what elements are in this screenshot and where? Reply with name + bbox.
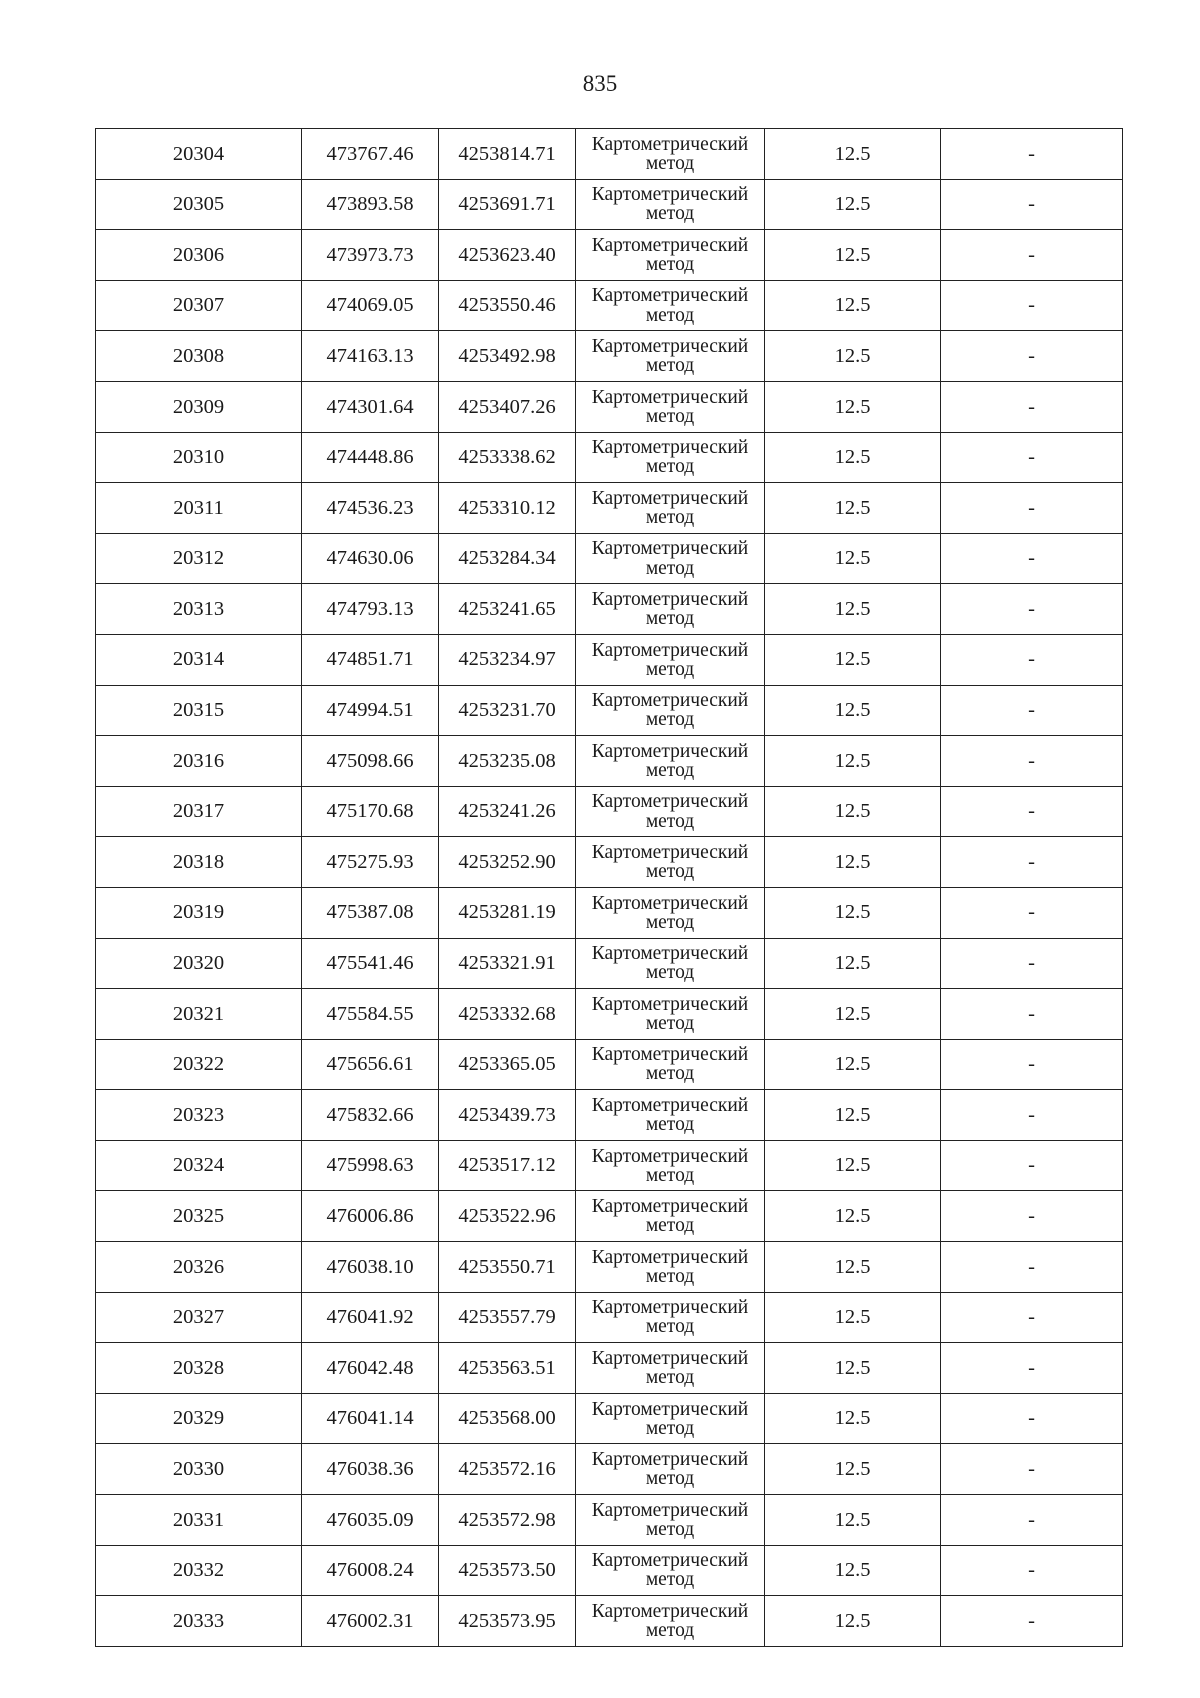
- point-id-cell: 20316: [96, 736, 302, 787]
- y-coordinate-cell: 4253439.73: [439, 1090, 576, 1141]
- point-id-cell: 20306: [96, 230, 302, 281]
- accuracy-cell: 12.5: [765, 989, 941, 1040]
- accuracy-cell: 12.5: [765, 1242, 941, 1293]
- x-coordinate-cell: 476038.36: [302, 1444, 439, 1495]
- x-coordinate-cell: 476006.86: [302, 1191, 439, 1242]
- accuracy-cell: 12.5: [765, 1039, 941, 1090]
- x-coordinate-cell: 474630.06: [302, 533, 439, 584]
- table-row: [96, 1545, 1123, 1596]
- note-cell: -: [941, 1140, 1123, 1191]
- accuracy-cell: 12.5: [765, 1191, 941, 1242]
- accuracy-cell: 12.5: [765, 1292, 941, 1343]
- table-row: [96, 736, 1123, 787]
- method-cell: [576, 685, 765, 736]
- accuracy-cell: 12.5: [765, 1596, 941, 1647]
- method-line-2: метод: [645, 1367, 695, 1389]
- method-line-2: метод: [645, 152, 695, 174]
- table-row: [96, 1495, 1123, 1546]
- table-row: [96, 1039, 1123, 1090]
- y-coordinate-cell: 4253573.95: [439, 1596, 576, 1647]
- point-id-cell: 20326: [96, 1242, 302, 1293]
- y-coordinate-cell: 4253407.26: [439, 381, 576, 432]
- table-row: [96, 129, 1123, 180]
- note-cell: -: [941, 1292, 1123, 1343]
- method-cell: [576, 432, 765, 483]
- x-coordinate-cell: 474851.71: [302, 634, 439, 685]
- note-cell: -: [941, 634, 1123, 685]
- method-line-1: Картометрический: [591, 892, 749, 914]
- x-coordinate-cell: 475541.46: [302, 938, 439, 989]
- accuracy-cell: 12.5: [765, 280, 941, 331]
- method-line-1: Картометрический: [591, 538, 749, 560]
- x-coordinate-cell: 474301.64: [302, 381, 439, 432]
- point-id-cell: 20313: [96, 584, 302, 635]
- method-line-1: Картометрический: [591, 437, 749, 459]
- method-line-2: метод: [645, 1468, 695, 1490]
- method-line-1: Картометрический: [591, 1449, 749, 1471]
- table-row: [96, 685, 1123, 736]
- point-id-cell: 20315: [96, 685, 302, 736]
- method-line-1: Картометрический: [591, 943, 749, 965]
- method-line-1: Картометрический: [591, 1550, 749, 1572]
- method-line-2: метод: [645, 911, 695, 933]
- y-coordinate-cell: 4253550.46: [439, 280, 576, 331]
- method-line-2: метод: [645, 1215, 695, 1237]
- method-line-2: метод: [645, 658, 695, 680]
- y-coordinate-cell: 4253281.19: [439, 887, 576, 938]
- note-cell: -: [941, 786, 1123, 837]
- point-id-cell: 20308: [96, 331, 302, 382]
- method-line-1: Картометрический: [591, 1246, 749, 1268]
- y-coordinate-cell: 4253691.71: [439, 179, 576, 230]
- accuracy-cell: 12.5: [765, 685, 941, 736]
- point-id-cell: 20312: [96, 533, 302, 584]
- method-line-1: Картометрический: [591, 1044, 749, 1066]
- table-row: [96, 381, 1123, 432]
- accuracy-cell: 12.5: [765, 837, 941, 888]
- coordinates-table-body: [96, 129, 1123, 1647]
- accuracy-cell: 12.5: [765, 1545, 941, 1596]
- y-coordinate-cell: 4253572.16: [439, 1444, 576, 1495]
- method-line-2: метод: [645, 608, 695, 630]
- note-cell: -: [941, 1545, 1123, 1596]
- method-line-1: Картометрический: [591, 1347, 749, 1369]
- point-id-cell: 20304: [96, 129, 302, 180]
- method-cell: [576, 1292, 765, 1343]
- method-cell: [576, 331, 765, 382]
- note-cell: -: [941, 887, 1123, 938]
- method-line-1: Картометрический: [591, 589, 749, 611]
- x-coordinate-cell: 475170.68: [302, 786, 439, 837]
- y-coordinate-cell: 4253321.91: [439, 938, 576, 989]
- point-id-cell: 20324: [96, 1140, 302, 1191]
- accuracy-cell: 12.5: [765, 1444, 941, 1495]
- table-row: [96, 432, 1123, 483]
- table-row: [96, 533, 1123, 584]
- method-line-1: Картометрический: [591, 234, 749, 256]
- method-cell: [576, 1444, 765, 1495]
- accuracy-cell: 12.5: [765, 1343, 941, 1394]
- method-line-1: Картометрический: [591, 791, 749, 813]
- method-cell: [576, 634, 765, 685]
- y-coordinate-cell: 4253492.98: [439, 331, 576, 382]
- point-id-cell: 20305: [96, 179, 302, 230]
- table-row: [96, 483, 1123, 534]
- method-cell: [576, 1495, 765, 1546]
- method-line-2: метод: [645, 456, 695, 478]
- point-id-cell: 20317: [96, 786, 302, 837]
- table-row: [96, 1292, 1123, 1343]
- y-coordinate-cell: 4253234.97: [439, 634, 576, 685]
- note-cell: -: [941, 280, 1123, 331]
- point-id-cell: 20307: [96, 280, 302, 331]
- y-coordinate-cell: 4253365.05: [439, 1039, 576, 1090]
- table-row: [96, 1343, 1123, 1394]
- note-cell: -: [941, 1343, 1123, 1394]
- note-cell: -: [941, 685, 1123, 736]
- x-coordinate-cell: 474994.51: [302, 685, 439, 736]
- note-cell: -: [941, 1393, 1123, 1444]
- method-line-1: Картометрический: [591, 639, 749, 661]
- note-cell: -: [941, 837, 1123, 888]
- point-id-cell: 20330: [96, 1444, 302, 1495]
- x-coordinate-cell: 476041.14: [302, 1393, 439, 1444]
- x-coordinate-cell: 476008.24: [302, 1545, 439, 1596]
- y-coordinate-cell: 4253235.08: [439, 736, 576, 787]
- method-cell: [576, 381, 765, 432]
- method-line-2: метод: [645, 962, 695, 984]
- y-coordinate-cell: 4253517.12: [439, 1140, 576, 1191]
- accuracy-cell: 12.5: [765, 736, 941, 787]
- method-line-2: метод: [645, 1569, 695, 1591]
- table-row: [96, 1444, 1123, 1495]
- point-id-cell: 20320: [96, 938, 302, 989]
- method-line-1: Картометрический: [591, 336, 749, 358]
- method-line-1: Картометрический: [591, 386, 749, 408]
- y-coordinate-cell: 4253310.12: [439, 483, 576, 534]
- method-cell: [576, 786, 765, 837]
- table-row: [96, 1393, 1123, 1444]
- point-id-cell: 20311: [96, 483, 302, 534]
- x-coordinate-cell: 476041.92: [302, 1292, 439, 1343]
- accuracy-cell: 12.5: [765, 938, 941, 989]
- note-cell: -: [941, 1596, 1123, 1647]
- method-line-2: метод: [645, 1265, 695, 1287]
- method-cell: [576, 1191, 765, 1242]
- x-coordinate-cell: 474536.23: [302, 483, 439, 534]
- method-line-1: Картометрический: [591, 690, 749, 712]
- method-cell: [576, 1090, 765, 1141]
- method-line-1: Картометрический: [591, 487, 749, 509]
- x-coordinate-cell: 474163.13: [302, 331, 439, 382]
- method-line-2: метод: [645, 861, 695, 883]
- note-cell: -: [941, 129, 1123, 180]
- method-line-2: метод: [645, 506, 695, 528]
- accuracy-cell: 12.5: [765, 887, 941, 938]
- table-row: [96, 989, 1123, 1040]
- note-cell: -: [941, 736, 1123, 787]
- method-line-2: метод: [645, 405, 695, 427]
- table-row: [96, 1596, 1123, 1647]
- method-line-1: Картометрический: [591, 1094, 749, 1116]
- y-coordinate-cell: 4253332.68: [439, 989, 576, 1040]
- method-line-2: метод: [645, 1063, 695, 1085]
- note-cell: -: [941, 432, 1123, 483]
- note-cell: -: [941, 179, 1123, 230]
- method-line-1: Картометрический: [591, 285, 749, 307]
- accuracy-cell: 12.5: [765, 179, 941, 230]
- method-line-1: Картометрический: [591, 993, 749, 1015]
- method-cell: [576, 1545, 765, 1596]
- method-cell: [576, 1140, 765, 1191]
- method-cell: [576, 887, 765, 938]
- method-line-2: метод: [645, 1316, 695, 1338]
- method-line-2: метод: [645, 1417, 695, 1439]
- page-number: 835: [582, 71, 618, 96]
- method-cell: [576, 989, 765, 1040]
- method-cell: [576, 1596, 765, 1647]
- method-line-1: Картометрический: [591, 1499, 749, 1521]
- x-coordinate-cell: 474793.13: [302, 584, 439, 635]
- coordinates-table: [95, 128, 1123, 1647]
- method-line-2: метод: [645, 253, 695, 275]
- method-line-2: метод: [645, 203, 695, 225]
- method-cell: [576, 230, 765, 281]
- x-coordinate-cell: 475275.93: [302, 837, 439, 888]
- point-id-cell: 20327: [96, 1292, 302, 1343]
- table-row: [96, 1242, 1123, 1293]
- accuracy-cell: 12.5: [765, 381, 941, 432]
- note-cell: -: [941, 1444, 1123, 1495]
- y-coordinate-cell: 4253241.26: [439, 786, 576, 837]
- point-id-cell: 20322: [96, 1039, 302, 1090]
- method-line-2: метод: [645, 557, 695, 579]
- method-cell: [576, 280, 765, 331]
- point-id-cell: 20328: [96, 1343, 302, 1394]
- table-row: [96, 331, 1123, 382]
- y-coordinate-cell: 4253241.65: [439, 584, 576, 635]
- x-coordinate-cell: 476002.31: [302, 1596, 439, 1647]
- y-coordinate-cell: 4253814.71: [439, 129, 576, 180]
- method-line-1: Картометрический: [591, 842, 749, 863]
- accuracy-cell: 12.5: [765, 331, 941, 382]
- method-line-1: Картометрический: [591, 740, 749, 762]
- method-line-2: метод: [645, 304, 695, 326]
- point-id-cell: 20329: [96, 1393, 302, 1444]
- y-coordinate-cell: 4253563.51: [439, 1343, 576, 1394]
- x-coordinate-cell: 476035.09: [302, 1495, 439, 1546]
- table-row: [96, 1090, 1123, 1141]
- note-cell: -: [941, 1090, 1123, 1141]
- y-coordinate-cell: 4253252.90: [439, 837, 576, 888]
- method-line-2: метод: [645, 1518, 695, 1540]
- note-cell: -: [941, 1191, 1123, 1242]
- accuracy-cell: 12.5: [765, 1495, 941, 1546]
- method-line-2: метод: [645, 810, 695, 832]
- point-id-cell: 20331: [96, 1495, 302, 1546]
- accuracy-cell: 12.5: [765, 786, 941, 837]
- note-cell: -: [941, 1242, 1123, 1293]
- x-coordinate-cell: 474448.86: [302, 432, 439, 483]
- y-coordinate-cell: 4253231.70: [439, 685, 576, 736]
- method-cell: [576, 1343, 765, 1394]
- table-row: [96, 786, 1123, 837]
- x-coordinate-cell: 475584.55: [302, 989, 439, 1040]
- x-coordinate-cell: 475098.66: [302, 736, 439, 787]
- x-coordinate-cell: 475387.08: [302, 887, 439, 938]
- method-cell: [576, 584, 765, 635]
- method-cell: [576, 179, 765, 230]
- accuracy-cell: 12.5: [765, 129, 941, 180]
- accuracy-cell: 12.5: [765, 584, 941, 635]
- table-row: [96, 1191, 1123, 1242]
- point-id-cell: 20309: [96, 381, 302, 432]
- accuracy-cell: 12.5: [765, 533, 941, 584]
- table-row: [96, 280, 1123, 331]
- x-coordinate-cell: 476042.48: [302, 1343, 439, 1394]
- method-line-2: метод: [645, 1114, 695, 1136]
- note-cell: -: [941, 483, 1123, 534]
- method-line-1: Картометрический: [591, 1600, 749, 1622]
- method-cell: [576, 129, 765, 180]
- method-line-2: метод: [645, 759, 695, 781]
- method-cell: [576, 533, 765, 584]
- method-line-1: Картометрический: [591, 184, 749, 206]
- x-coordinate-cell: 473893.58: [302, 179, 439, 230]
- accuracy-cell: 12.5: [765, 483, 941, 534]
- table-row: [96, 230, 1123, 281]
- method-cell: [576, 1242, 765, 1293]
- y-coordinate-cell: 4253338.62: [439, 432, 576, 483]
- table-row: [96, 584, 1123, 635]
- y-coordinate-cell: 4253522.96: [439, 1191, 576, 1242]
- note-cell: -: [941, 381, 1123, 432]
- method-line-2: метод: [645, 355, 695, 377]
- point-id-cell: 20333: [96, 1596, 302, 1647]
- y-coordinate-cell: 4253573.50: [439, 1545, 576, 1596]
- note-cell: -: [941, 584, 1123, 635]
- method-cell: [576, 483, 765, 534]
- method-cell: [576, 1039, 765, 1090]
- point-id-cell: 20323: [96, 1090, 302, 1141]
- method-line-1: Картометрический: [591, 133, 749, 155]
- accuracy-cell: 12.5: [765, 1090, 941, 1141]
- method-line-2: метод: [645, 709, 695, 731]
- method-cell: [576, 1393, 765, 1444]
- point-id-cell: 20319: [96, 887, 302, 938]
- point-id-cell: 20318: [96, 837, 302, 888]
- note-cell: -: [941, 533, 1123, 584]
- accuracy-cell: 12.5: [765, 1393, 941, 1444]
- table-row: [96, 179, 1123, 230]
- method-line-2: метод: [645, 1620, 695, 1642]
- x-coordinate-cell: 475998.63: [302, 1140, 439, 1191]
- method-line-2: метод: [645, 1012, 695, 1034]
- x-coordinate-cell: 475832.66: [302, 1090, 439, 1141]
- accuracy-cell: 12.5: [765, 1140, 941, 1191]
- method-line-2: метод: [645, 1164, 695, 1186]
- y-coordinate-cell: 4253623.40: [439, 230, 576, 281]
- table-row: [96, 634, 1123, 685]
- table-row: [96, 887, 1123, 938]
- table-row: [96, 938, 1123, 989]
- note-cell: -: [941, 989, 1123, 1040]
- method-cell: [576, 837, 765, 888]
- note-cell: -: [941, 230, 1123, 281]
- note-cell: -: [941, 1039, 1123, 1090]
- method-line-1: Картометрический: [591, 1145, 749, 1167]
- x-coordinate-cell: 474069.05: [302, 280, 439, 331]
- note-cell: -: [941, 938, 1123, 989]
- note-cell: -: [941, 1495, 1123, 1546]
- accuracy-cell: 12.5: [765, 432, 941, 483]
- accuracy-cell: 12.5: [765, 634, 941, 685]
- method-line-1: Картометрический: [591, 1297, 749, 1319]
- y-coordinate-cell: 4253568.00: [439, 1393, 576, 1444]
- method-line-1: Картометрический: [591, 1398, 749, 1420]
- method-cell: [576, 938, 765, 989]
- y-coordinate-cell: 4253557.79: [439, 1292, 576, 1343]
- accuracy-cell: 12.5: [765, 230, 941, 281]
- y-coordinate-cell: 4253284.34: [439, 533, 576, 584]
- point-id-cell: 20314: [96, 634, 302, 685]
- table-row: [96, 1140, 1123, 1191]
- x-coordinate-cell: 473973.73: [302, 230, 439, 281]
- x-coordinate-cell: 473767.46: [302, 129, 439, 180]
- note-cell: -: [941, 331, 1123, 382]
- x-coordinate-cell: 475656.61: [302, 1039, 439, 1090]
- point-id-cell: 20321: [96, 989, 302, 1040]
- x-coordinate-cell: 476038.10: [302, 1242, 439, 1293]
- method-line-1: Картометрический: [591, 1196, 749, 1218]
- method-cell: [576, 736, 765, 787]
- point-id-cell: 20310: [96, 432, 302, 483]
- point-id-cell: 20332: [96, 1545, 302, 1596]
- y-coordinate-cell: 4253572.98: [439, 1495, 576, 1546]
- table-row: [96, 837, 1123, 888]
- y-coordinate-cell: 4253550.71: [439, 1242, 576, 1293]
- point-id-cell: 20325: [96, 1191, 302, 1242]
